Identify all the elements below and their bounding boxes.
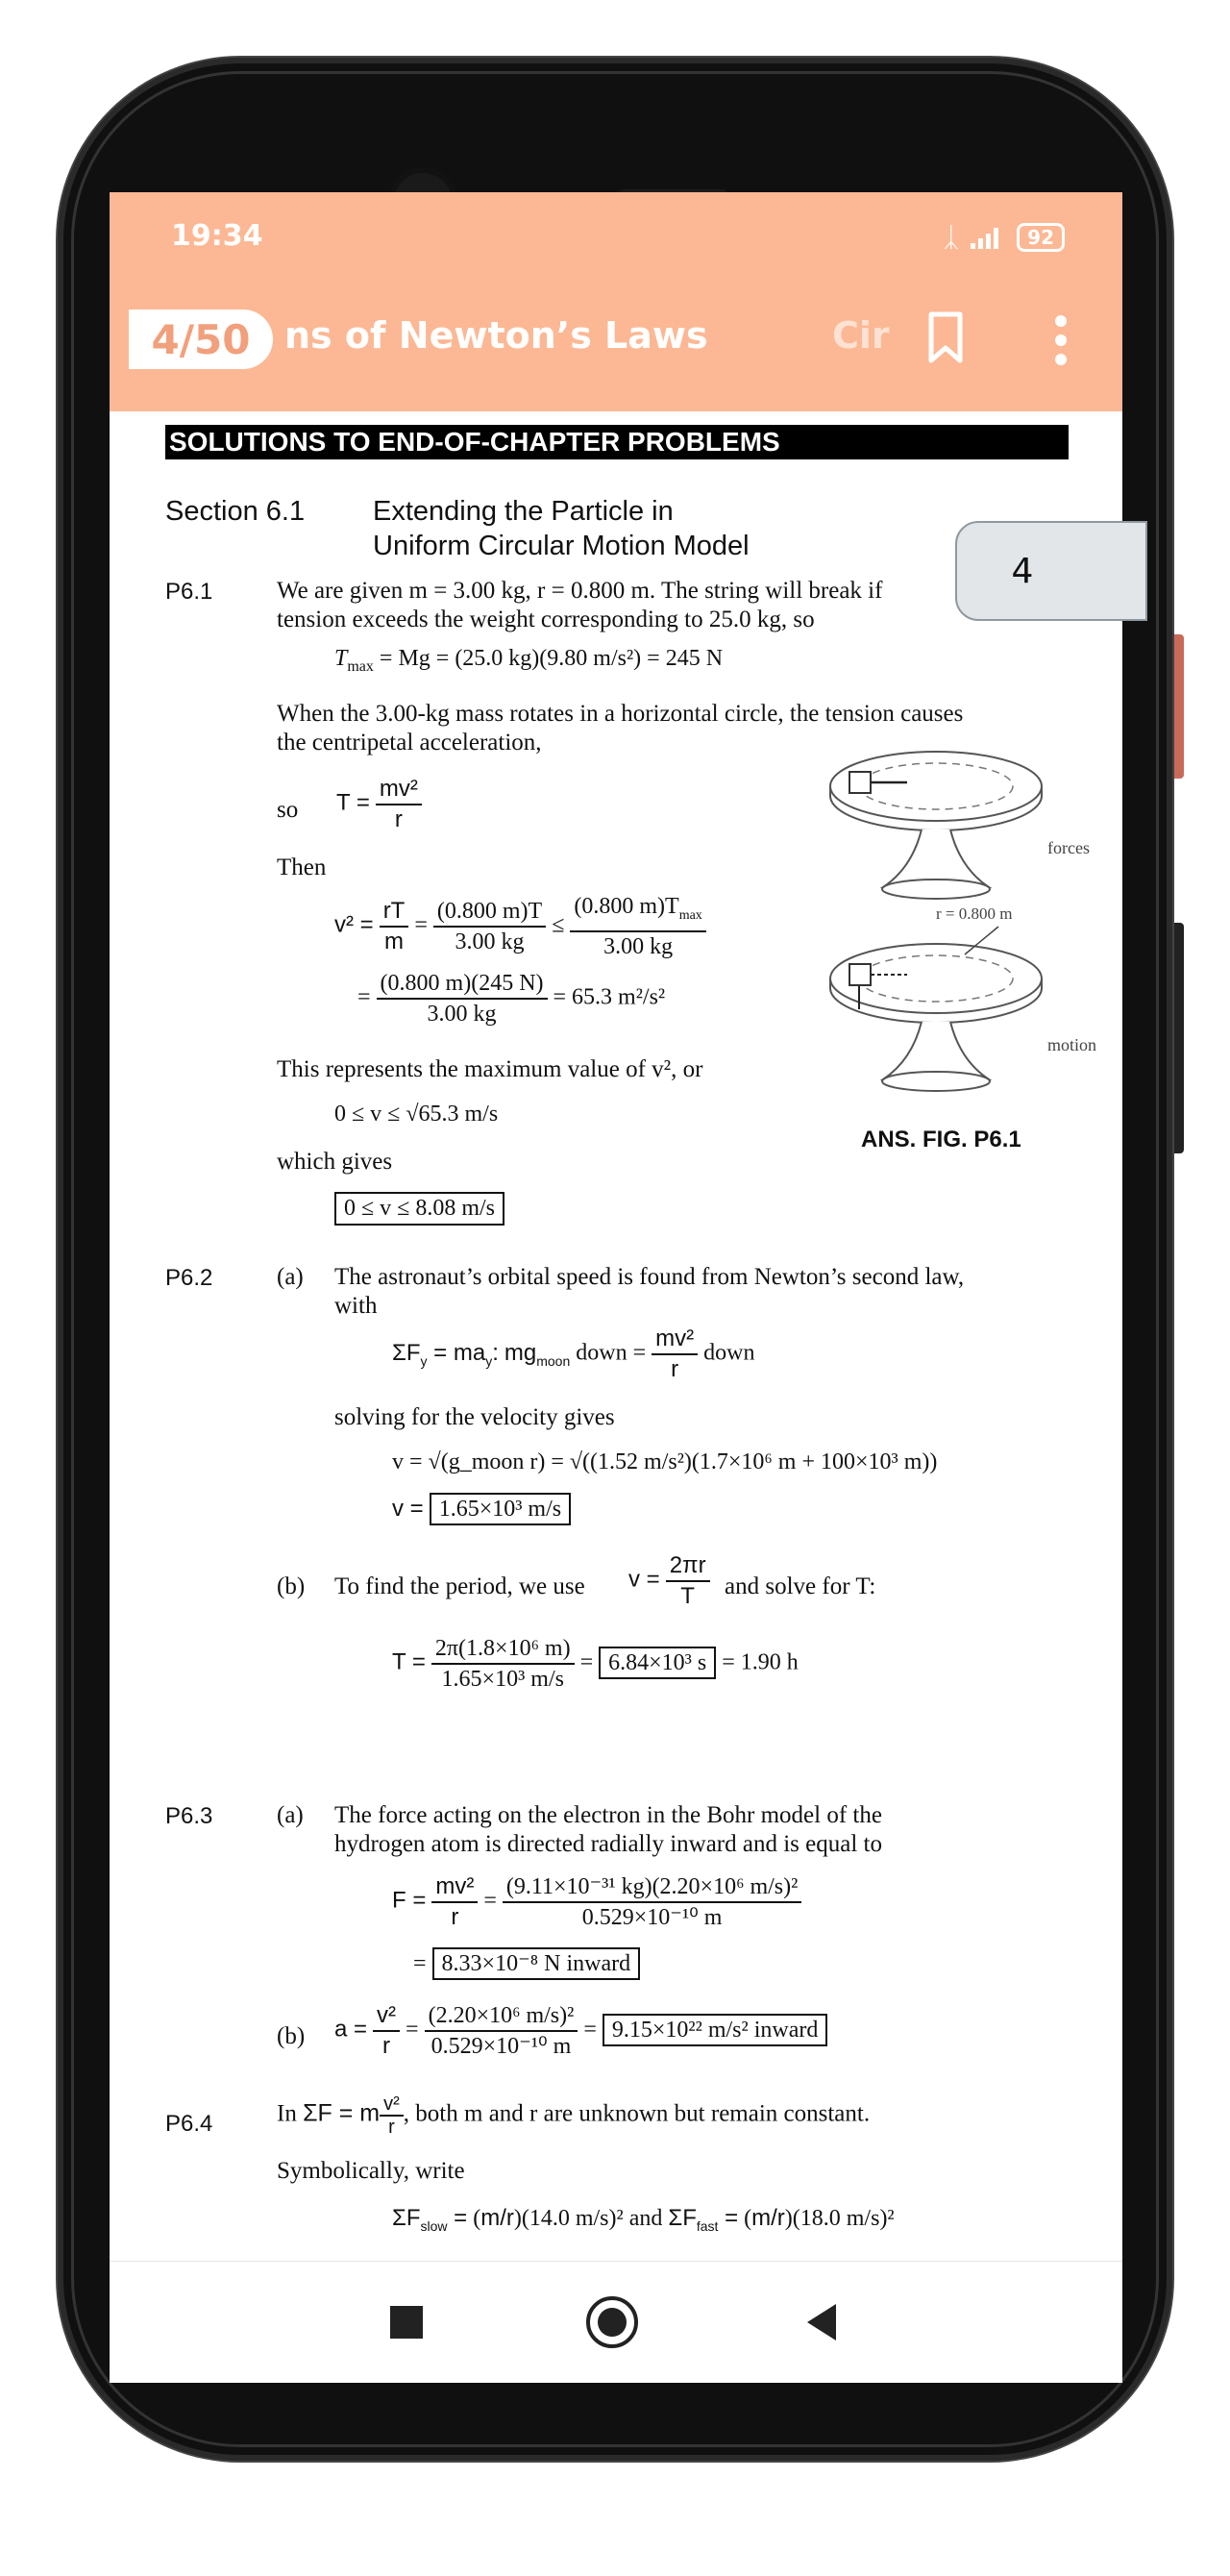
volume-button xyxy=(1174,923,1184,1153)
back-icon[interactable] xyxy=(807,2304,836,2341)
part-label: (a) xyxy=(277,1264,304,1290)
page-number-bubble[interactable]: 4 xyxy=(955,521,1147,621)
bohr-acceleration-answer: 9.15×10²² m/s² inward xyxy=(603,2014,827,2046)
figure-label-radius: r = 0.800 m xyxy=(936,904,1013,923)
bohr-acceleration-equation: a = $\frac{\text{v²}}{r}$ = $\frac{\text{(2.20×10⁶ m/s)²}}{\text{0.529×10⁻¹⁰ m}}$ = 9.15×10²² m/s² inward xyxy=(334,2001,827,2061)
problem-number: P6.2 xyxy=(165,1265,213,1291)
screen xyxy=(110,192,1122,2382)
period-relation: v = $\frac{2\pi r}{T}$ xyxy=(628,1551,710,1611)
orbital-speed-result: v = 1.65×10³ m/s xyxy=(392,1496,571,1523)
bohr-force-answer: 8.33×10⁻⁸ N inward xyxy=(432,1947,641,1980)
period-in-hours: = 1.90 h xyxy=(722,1649,799,1675)
velocity-equation-1: v² = $\frac{rT}{m}$ = $\frac{(0.800 m)T}{3.00 kg}$ ≤ $\frac{(0.800 m)T_{max}}{3.00 kg}$ xyxy=(334,892,706,961)
part-label: (b) xyxy=(277,1573,306,1599)
bohr-force-result: = 8.33×10⁻⁸ N inward xyxy=(413,1949,640,1977)
problem-number: P6.3 xyxy=(165,1803,213,1829)
signal-icon xyxy=(971,226,1005,249)
battery-icon: 92 xyxy=(1017,223,1065,252)
text-line: The astronaut’s orbital speed is found from Newton’s second law, xyxy=(334,1264,965,1290)
velocity-equation-2: = $\frac{(0.800 m)(245 N)}{3.00 kg}$ = 65.3 m²/s² xyxy=(357,971,666,1027)
text-line: tension exceeds the weight corresponding to 25.0 kg, so xyxy=(277,607,815,632)
text-line: the centripetal acceleration, xyxy=(277,730,542,755)
figure-label-motion: motion xyxy=(1047,1035,1097,1054)
text-line: solving for the velocity gives xyxy=(334,1404,615,1430)
text-line: In ΣF = m $\frac{\text{v²}}{r}$ , both m and r are unknown but remain constant. xyxy=(277,2093,871,2138)
orbital-speed-expression: v = √(g_moon r) = √((1.52 m/s²)(1.7×10⁶ m + 100×10³ m)) xyxy=(392,1449,938,1474)
orbital-speed-answer: 1.65×10³ m/s xyxy=(430,1493,571,1525)
app-bar xyxy=(110,192,1122,411)
text-then: Then xyxy=(277,855,327,880)
period-answer: 6.84×10³ s xyxy=(599,1647,716,1679)
section-number: Section 6.1 xyxy=(165,496,306,527)
text-line: Symbolically, write xyxy=(277,2158,465,2184)
navigation-bar xyxy=(110,2261,1122,2383)
bohr-force-equation: F = $\frac{\text{mv²}}{r}$ = $\frac{\text{(9.11×10⁻³¹ kg)(2.20×10⁶ m/s)²}}{\text{0.529×10⁻¹⁰ m}}$ xyxy=(392,1872,801,1932)
tmax-equation: $T_{max} = Mg = (25.0$ kg)(9.80 m/s²) = 245 N xyxy=(334,646,724,675)
turntable-figure xyxy=(821,738,1097,1113)
document-title: ns of Newton’s Laws xyxy=(284,314,708,357)
text-line: This represents the maximum value of v², or xyxy=(277,1056,703,1082)
text-which-gives: which gives xyxy=(277,1149,393,1175)
bluetooth-icon: ᛣ xyxy=(943,221,960,253)
text-line: with xyxy=(334,1293,378,1319)
text-line: hydrogen atom is directed radially inward and is equal to xyxy=(334,1831,882,1857)
section-title-line1: Extending the Particle in xyxy=(373,496,674,527)
text-line: The force acting on the electron in the Bohr model of the xyxy=(334,1802,882,1828)
newton-second-law-equation: $\Sigma F_y = ma_y$: $mg_{moon}$ down = $\frac{\text{mv²}}{r}$ down xyxy=(392,1325,755,1382)
figure-caption: ANS. FIG. P6.1 xyxy=(861,1127,1021,1152)
document-page xyxy=(110,411,1122,2261)
answer-box: 0 ≤ v ≤ 8.08 m/s xyxy=(334,1192,504,1226)
bookmark-icon[interactable] xyxy=(928,311,963,363)
text-line-tail: , both m and r are unknown but remain constant. xyxy=(403,2100,871,2127)
chapter-label: Cir xyxy=(832,314,890,357)
part-label: (b) xyxy=(277,2023,306,2049)
status-icons xyxy=(943,221,1065,253)
text-line: We are given m = 3.00 kg, r = 0.800 m. The string will break if xyxy=(277,578,883,604)
page-indicator[interactable]: 4/50 xyxy=(129,310,273,369)
status-time: 19:34 xyxy=(171,219,263,253)
tension-equation: T = $\frac{\text{mv²}}{r}$ xyxy=(336,775,422,834)
home-icon[interactable] xyxy=(586,2296,638,2348)
status-bar xyxy=(110,192,1122,288)
text-line: and solve for T: xyxy=(725,1573,876,1599)
problem-number: P6.1 xyxy=(165,579,213,605)
text-line: When the 3.00-kg mass rotates in a horizontal circle, the tension causes xyxy=(277,701,964,727)
text-line: To find the period, we use xyxy=(334,1573,585,1599)
part-label: (a) xyxy=(277,1802,304,1828)
text-so: so xyxy=(277,797,299,823)
section-title-line2: Uniform Circular Motion Model xyxy=(373,531,750,561)
side-button xyxy=(1174,634,1184,779)
problem-number: P6.4 xyxy=(165,2111,213,2137)
more-options-icon[interactable] xyxy=(1055,315,1067,365)
recent-apps-icon[interactable] xyxy=(390,2306,423,2339)
tmax-value: = Mg = (25.0 kg)(9.80 m/s²) = 245 N xyxy=(379,646,724,671)
force-comparison-equation: $\Sigma F_{slow} = (m/r)(14.0$ m/s)² and $\Sigma F_{fast} = (m/r)(18.0$ m/s)² xyxy=(392,2205,895,2234)
period-equation: T = $\frac{\text{2π(1.8×10⁶ m)}}{\text{1.65×10³ m/s}}$ = 6.84×10³ s = 1.90 h xyxy=(392,1636,799,1692)
figure-label-forces: forces xyxy=(1047,838,1090,857)
velocity-inequality: 0 ≤ v ≤ √65.3 m/s xyxy=(334,1102,499,1127)
chapter-heading: SOLUTIONS TO END-OF-CHAPTER PROBLEMS xyxy=(165,425,1069,459)
